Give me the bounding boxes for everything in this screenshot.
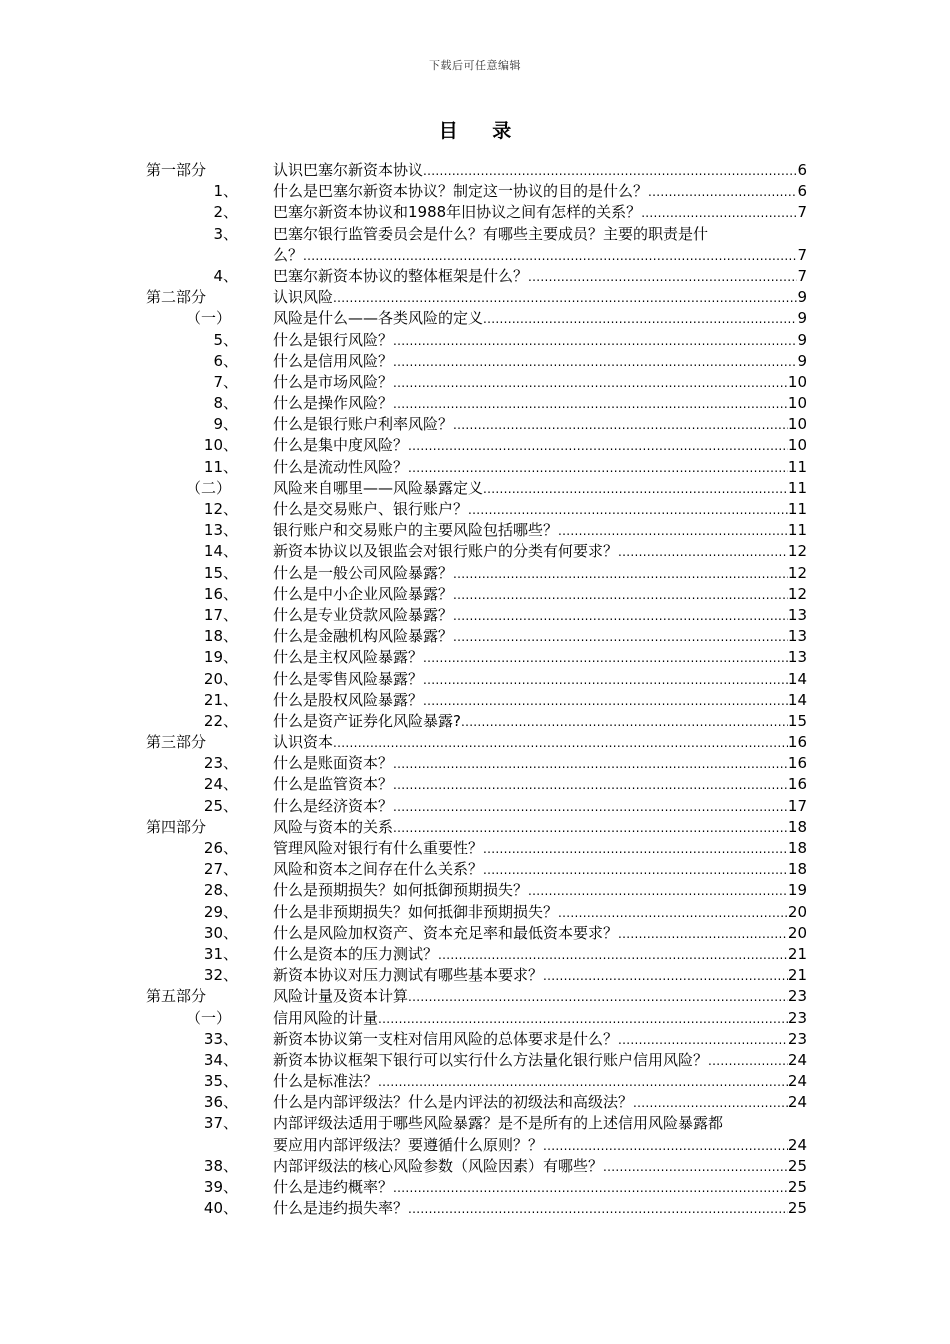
toc-entry-text bbox=[273, 1177, 807, 1198]
toc-page-number: 9 bbox=[797, 288, 807, 307]
toc-dot-leader bbox=[393, 797, 788, 817]
toc-page-number: 13 bbox=[787, 627, 807, 646]
toc-entry[interactable] bbox=[0, 372, 950, 393]
toc-page-number: 25 bbox=[787, 1156, 807, 1175]
toc-entry[interactable] bbox=[0, 1092, 950, 1113]
toc-item-number: 30、 bbox=[203, 923, 238, 942]
toc-entry-text bbox=[273, 965, 807, 986]
toc-page-number: 11 bbox=[787, 457, 807, 476]
toc-entry-title: 什么是专业贷款风险暴露？ bbox=[273, 605, 454, 624]
toc-page-number: 7 bbox=[797, 266, 807, 285]
toc-entry[interactable] bbox=[0, 711, 950, 732]
toc-entry[interactable] bbox=[0, 520, 950, 541]
toc-title: 目 录 bbox=[438, 120, 526, 142]
toc-entry-text bbox=[273, 1092, 807, 1113]
toc-entry-title: 什么是银行账户利率风险？ bbox=[273, 415, 454, 434]
toc-entry[interactable] bbox=[0, 732, 950, 753]
toc-entry-text bbox=[273, 181, 807, 202]
toc-dot-leader bbox=[461, 712, 788, 732]
toc-page-number: 12 bbox=[787, 584, 807, 603]
toc-entry-text bbox=[273, 1029, 807, 1050]
toc-entry-title: 什么是操作风险？ bbox=[273, 394, 394, 413]
toc-page-number: 20 bbox=[787, 902, 807, 921]
toc-item-number: 5、 bbox=[213, 330, 238, 349]
toc-entry-title: 风险和资本之间存在什么关系？ bbox=[273, 860, 484, 879]
toc-entry-title: 新资本协议框架下银行可以实行什么方法量化银行账户信用风险？ bbox=[273, 1050, 709, 1069]
toc-dot-leader bbox=[618, 924, 788, 944]
toc-dot-leader bbox=[408, 458, 788, 478]
toc-dot-leader bbox=[378, 1072, 788, 1092]
toc-entry-title: 认识资本 bbox=[273, 733, 334, 752]
toc-entry-text bbox=[273, 1113, 807, 1155]
toc-entry[interactable] bbox=[0, 351, 950, 372]
toc-entry[interactable] bbox=[0, 1177, 950, 1198]
toc-entry-title: 信用风险的计量 bbox=[273, 1008, 379, 1027]
toc-part-label: 第二部分 bbox=[146, 288, 207, 307]
toc-dot-leader bbox=[528, 267, 797, 287]
toc-dot-leader bbox=[393, 1178, 788, 1198]
toc-entry-text bbox=[273, 1071, 807, 1092]
toc-entry[interactable] bbox=[0, 838, 950, 859]
toc-entry-title: 新资本协议第一支柱对信用风险的总体要求是什么？ bbox=[273, 1029, 619, 1048]
toc-dot-leader bbox=[393, 394, 788, 414]
toc-entry-title: 什么是股权风险暴露？ bbox=[273, 690, 424, 709]
toc-item-number: 4、 bbox=[213, 266, 238, 285]
toc-dot-leader bbox=[393, 775, 788, 795]
toc-item-number: 26、 bbox=[203, 839, 238, 858]
toc-dot-leader bbox=[393, 373, 788, 393]
toc-section-label: （一） bbox=[186, 309, 232, 328]
toc-entry[interactable] bbox=[0, 753, 950, 774]
toc-dot-leader bbox=[558, 521, 788, 541]
toc-entry-title: 什么是零售风险暴露？ bbox=[273, 669, 424, 688]
toc-entry-text bbox=[273, 266, 807, 287]
toc-page-number: 23 bbox=[787, 1029, 807, 1048]
toc-page-number: 13 bbox=[787, 605, 807, 624]
toc-page-number: 24 bbox=[787, 1135, 807, 1154]
toc-page-number: 23 bbox=[787, 987, 807, 1006]
toc-entry-title: 什么是非预期损失？如何抵御非预期损失？ bbox=[273, 902, 559, 921]
toc-entry[interactable] bbox=[0, 287, 950, 308]
toc-entry-text bbox=[273, 944, 807, 965]
toc-entry-text bbox=[273, 330, 807, 351]
toc-page-number: 7 bbox=[797, 245, 807, 264]
toc-entry-title: 巴塞尔新资本协议和1988年旧协议之间有怎样的关系？ bbox=[273, 203, 642, 222]
toc-dot-leader bbox=[333, 733, 788, 753]
toc-entry-title: 新资本协议对压力测试有哪些基本要求？ bbox=[273, 966, 544, 985]
toc-item-number: 28、 bbox=[203, 881, 238, 900]
toc-entry-text bbox=[273, 902, 807, 923]
toc-entry[interactable] bbox=[0, 181, 950, 202]
toc-entry[interactable] bbox=[0, 690, 950, 711]
toc-entry-text bbox=[273, 1008, 807, 1029]
toc-entry-title: 风险计量及资本计算 bbox=[273, 987, 409, 1006]
toc-dot-leader bbox=[483, 860, 788, 880]
toc-part-label: 第五部分 bbox=[146, 987, 207, 1006]
toc-dot-leader bbox=[528, 881, 788, 901]
toc-entry[interactable] bbox=[0, 859, 950, 880]
toc-entry-text bbox=[273, 669, 807, 690]
toc-dot-leader bbox=[648, 182, 797, 202]
toc-entry-title: 什么是资本的压力测试？ bbox=[273, 944, 439, 963]
toc-entry-text bbox=[273, 711, 807, 732]
toc-entry-title: 什么是预期损失？如何抵御预期损失？ bbox=[273, 881, 529, 900]
toc-item-number: 21、 bbox=[203, 690, 238, 709]
toc-entry-text bbox=[273, 202, 807, 223]
toc-entry[interactable] bbox=[0, 1156, 950, 1177]
toc-entry[interactable] bbox=[0, 902, 950, 923]
toc-entry-title: 什么是风险加权资产、资本充足率和最低资本要求？ bbox=[273, 923, 619, 942]
toc-page-number: 9 bbox=[797, 330, 807, 349]
toc-entry-title: 什么是市场风险？ bbox=[273, 372, 394, 391]
toc-list bbox=[0, 160, 950, 1219]
toc-entry[interactable] bbox=[0, 986, 950, 1007]
toc-entry-title: 认识巴塞尔新资本协议 bbox=[273, 161, 424, 179]
toc-dot-leader bbox=[393, 754, 788, 774]
toc-dot-leader bbox=[603, 1157, 788, 1177]
toc-dot-leader bbox=[708, 1051, 788, 1071]
toc-entry-title: 风险来自哪里——风险暴露定义 bbox=[273, 478, 484, 497]
toc-entry[interactable] bbox=[0, 266, 950, 287]
toc-entry-text bbox=[273, 393, 807, 414]
toc-item-number: 34、 bbox=[203, 1050, 238, 1069]
toc-item-number: 24、 bbox=[203, 775, 238, 794]
toc-entry-title-line2: 么？ bbox=[273, 245, 304, 264]
toc-dot-leader bbox=[483, 839, 788, 859]
toc-page-number: 14 bbox=[787, 690, 807, 709]
toc-entry-title: 银行账户和交易账户的主要风险包括哪些？ bbox=[273, 521, 559, 540]
toc-item-number: 18、 bbox=[203, 627, 238, 646]
toc-entry-text bbox=[273, 1050, 807, 1071]
toc-page-number: 24 bbox=[787, 1072, 807, 1091]
toc-dot-leader bbox=[483, 309, 797, 329]
toc-part-label: 第三部分 bbox=[146, 733, 207, 752]
toc-entry-title: 风险是什么——各类风险的定义 bbox=[273, 309, 484, 328]
toc-item-number: 19、 bbox=[203, 648, 238, 667]
toc-entry-title: 什么是巴塞尔新资本协议？制定这一协议的目的是什么？ bbox=[273, 182, 649, 201]
toc-entry[interactable] bbox=[0, 880, 950, 901]
toc-entry[interactable] bbox=[0, 202, 950, 223]
toc-entry[interactable] bbox=[0, 541, 950, 562]
toc-entry-text bbox=[273, 499, 807, 520]
toc-page-number: 24 bbox=[787, 1093, 807, 1112]
toc-entry-title: 巴塞尔新资本协议的整体框架是什么？ bbox=[273, 266, 529, 285]
toc-dot-leader bbox=[641, 203, 797, 223]
toc-entry-text bbox=[273, 817, 807, 838]
toc-entry-text bbox=[273, 626, 807, 647]
toc-entry[interactable] bbox=[0, 626, 950, 647]
toc-entry-title: 什么是主权风险暴露？ bbox=[273, 648, 424, 667]
toc-dot-leader bbox=[618, 542, 788, 562]
toc-part-label: 第一部分 bbox=[146, 161, 207, 179]
toc-entry[interactable] bbox=[0, 435, 950, 456]
toc-item-number: 29、 bbox=[203, 902, 238, 921]
toc-page-number: 10 bbox=[787, 372, 807, 391]
toc-entry-title: 管理风险对银行有什么重要性？ bbox=[273, 839, 484, 858]
toc-entry-title: 认识风险 bbox=[273, 288, 334, 307]
toc-entry-text bbox=[273, 457, 807, 478]
toc-item-number: 1、 bbox=[213, 182, 238, 201]
toc-item-number: 40、 bbox=[203, 1199, 238, 1218]
toc-entry[interactable] bbox=[0, 669, 950, 690]
toc-section-label: （二） bbox=[186, 478, 232, 497]
toc-entry-title: 风险与资本的关系 bbox=[273, 817, 394, 836]
toc-dot-leader bbox=[393, 818, 788, 838]
toc-entry-title: 新资本协议以及银监会对银行账户的分类有何要求？ bbox=[273, 542, 619, 561]
toc-item-number: 25、 bbox=[203, 796, 238, 815]
toc-dot-leader bbox=[483, 479, 788, 499]
toc-page-number: 16 bbox=[787, 775, 807, 794]
toc-item-number: 22、 bbox=[203, 711, 238, 730]
toc-item-number: 36、 bbox=[203, 1093, 238, 1112]
toc-entry-title: 内部评级法的核心风险参数（风险因素）有哪些？ bbox=[273, 1156, 604, 1175]
toc-entry-text bbox=[273, 838, 807, 859]
toc-dot-leader bbox=[453, 606, 788, 626]
toc-page-number: 6 bbox=[797, 182, 807, 201]
toc-entry-title: 什么是金融机构风险暴露？ bbox=[273, 627, 454, 646]
toc-entry-text bbox=[273, 1198, 807, 1219]
toc-entry-text bbox=[273, 435, 807, 456]
toc-page-number: 20 bbox=[787, 923, 807, 942]
toc-item-number: 14、 bbox=[203, 542, 238, 561]
toc-item-number: 3、 bbox=[213, 224, 238, 243]
toc-entry-text bbox=[273, 986, 807, 1007]
toc-entry-title: 什么是违约概率？ bbox=[273, 1178, 394, 1197]
toc-entry-text bbox=[273, 1156, 807, 1177]
toc-entry[interactable] bbox=[0, 817, 950, 838]
toc-page-number: 16 bbox=[787, 733, 807, 752]
toc-page-number: 10 bbox=[787, 415, 807, 434]
toc-dot-leader bbox=[393, 352, 797, 372]
toc-item-number: 10、 bbox=[203, 436, 238, 455]
toc-entry-title: 什么是银行风险？ bbox=[273, 330, 394, 349]
toc-entry[interactable] bbox=[0, 1050, 950, 1071]
toc-entry[interactable] bbox=[0, 1029, 950, 1050]
toc-item-number: 32、 bbox=[203, 966, 238, 985]
toc-entry[interactable] bbox=[0, 330, 950, 351]
toc-item-number: 6、 bbox=[213, 351, 238, 370]
toc-entry-title: 什么是集中度风险？ bbox=[273, 436, 409, 455]
toc-page-number: 18 bbox=[787, 860, 807, 879]
toc-page-number: 18 bbox=[787, 839, 807, 858]
toc-entry-text bbox=[273, 541, 807, 562]
toc-entry[interactable] bbox=[0, 1113, 950, 1155]
toc-entry[interactable] bbox=[0, 605, 950, 626]
toc-entry-text bbox=[273, 520, 807, 541]
toc-item-number: 17、 bbox=[203, 605, 238, 624]
toc-entry[interactable] bbox=[0, 1071, 950, 1092]
toc-entry-text bbox=[273, 351, 807, 372]
toc-entry-text bbox=[273, 880, 807, 901]
toc-item-number: 7、 bbox=[213, 372, 238, 391]
toc-item-number: 31、 bbox=[203, 944, 238, 963]
toc-page-number: 25 bbox=[787, 1199, 807, 1218]
toc-dot-leader bbox=[453, 627, 788, 647]
toc-page-number: 16 bbox=[787, 754, 807, 773]
toc-page-number: 12 bbox=[787, 542, 807, 561]
toc-entry[interactable] bbox=[0, 457, 950, 478]
toc-entry-title-line1: 巴塞尔银行监管委员会是什么？有哪些主要成员？主要的职责是什 bbox=[273, 224, 709, 243]
toc-entry[interactable] bbox=[0, 414, 950, 435]
toc-entry-text bbox=[273, 690, 807, 711]
toc-page-number: 15 bbox=[787, 711, 807, 730]
toc-entry-title: 什么是内部评级法？什么是内评法的初级法和高级法？ bbox=[273, 1093, 634, 1112]
toc-entry[interactable] bbox=[0, 1008, 950, 1029]
toc-page-number: 18 bbox=[787, 817, 807, 836]
toc-entry-text bbox=[273, 647, 807, 668]
toc-entry-text bbox=[273, 372, 807, 393]
toc-item-number: 9、 bbox=[213, 415, 238, 434]
toc-entry[interactable] bbox=[0, 224, 950, 266]
toc-item-number: 38、 bbox=[203, 1156, 238, 1175]
toc-page-number: 17 bbox=[787, 796, 807, 815]
toc-page-number: 11 bbox=[787, 478, 807, 497]
toc-entry-text bbox=[273, 287, 807, 308]
toc-dot-leader bbox=[408, 1199, 788, 1219]
toc-dot-leader bbox=[393, 331, 797, 351]
toc-entry-title-line1: 内部评级法适用于哪些风险暴露？是不是所有的上述信用风险暴露都 bbox=[273, 1114, 724, 1133]
toc-item-number: 16、 bbox=[203, 584, 238, 603]
toc-item-number: 8、 bbox=[213, 394, 238, 413]
toc-dot-leader bbox=[633, 1093, 788, 1113]
toc-entry[interactable] bbox=[0, 393, 950, 414]
toc-entry[interactable] bbox=[0, 923, 950, 944]
toc-dot-leader bbox=[558, 903, 788, 923]
toc-entry-text bbox=[273, 923, 807, 944]
toc-page-number: 7 bbox=[797, 203, 807, 222]
toc-dot-leader bbox=[423, 670, 788, 690]
toc-dot-leader bbox=[333, 288, 797, 308]
toc-entry[interactable] bbox=[0, 160, 950, 181]
toc-page-number: 21 bbox=[787, 944, 807, 963]
toc-dot-leader bbox=[453, 415, 788, 435]
toc-entry-text bbox=[273, 732, 807, 753]
toc-entry[interactable] bbox=[0, 563, 950, 584]
toc-dot-leader bbox=[423, 691, 788, 711]
toc-dot-leader bbox=[378, 1009, 788, 1029]
toc-entry-title: 什么是经济资本？ bbox=[273, 796, 394, 815]
toc-dot-leader bbox=[468, 500, 788, 520]
toc-page-number: 19 bbox=[787, 881, 807, 900]
toc-entry-title: 什么是交易账户、银行账户？ bbox=[273, 500, 469, 519]
toc-page-number: 12 bbox=[787, 563, 807, 582]
toc-item-number: 35、 bbox=[203, 1072, 238, 1091]
toc-dot-leader bbox=[423, 648, 788, 668]
toc-item-number: 2、 bbox=[213, 203, 238, 222]
toc-page-number: 21 bbox=[787, 966, 807, 985]
toc-dot-leader bbox=[543, 966, 788, 986]
toc-part-label: 第四部分 bbox=[146, 817, 207, 836]
toc-dot-leader bbox=[408, 987, 788, 1007]
toc-item-number: 15、 bbox=[203, 563, 238, 582]
toc-entry-text bbox=[273, 796, 807, 817]
toc-page-number: 11 bbox=[787, 521, 807, 540]
toc-entry-text bbox=[273, 160, 807, 181]
toc-entry-text bbox=[273, 605, 807, 626]
toc-entry-title: 什么是信用风险？ bbox=[273, 351, 394, 370]
toc-dot-leader bbox=[438, 945, 788, 965]
toc-entry-title: 什么是违约损失率？ bbox=[273, 1199, 409, 1218]
toc-entry[interactable] bbox=[0, 944, 950, 965]
toc-dot-leader bbox=[423, 161, 797, 181]
toc-page-number: 10 bbox=[787, 436, 807, 455]
toc-entry-title: 什么是标准法？ bbox=[273, 1072, 379, 1091]
toc-page-number: 14 bbox=[787, 669, 807, 688]
toc-entry[interactable] bbox=[0, 584, 950, 605]
toc-entry-title: 什么是监管资本？ bbox=[273, 775, 394, 794]
toc-page-number: 10 bbox=[787, 394, 807, 413]
toc-item-number: 27、 bbox=[203, 860, 238, 879]
toc-page-number: 23 bbox=[787, 1008, 807, 1027]
toc-item-number: 39、 bbox=[203, 1178, 238, 1197]
toc-entry-text bbox=[273, 224, 807, 266]
toc-entry[interactable] bbox=[0, 499, 950, 520]
toc-entry-title: 什么是一般公司风险暴露？ bbox=[273, 563, 454, 582]
toc-page-number: 25 bbox=[787, 1178, 807, 1197]
toc-entry-text bbox=[273, 584, 807, 605]
toc-item-number: 33、 bbox=[203, 1029, 238, 1048]
toc-entry-title: 什么是资产证券化风险暴露? bbox=[273, 711, 461, 730]
toc-page-number: 6 bbox=[797, 161, 807, 179]
toc-item-number: 37、 bbox=[203, 1114, 238, 1133]
toc-dot-leader bbox=[543, 1136, 788, 1156]
toc-page-number: 24 bbox=[787, 1050, 807, 1069]
toc-page-number: 9 bbox=[797, 309, 807, 328]
toc-item-number: 12、 bbox=[203, 500, 238, 519]
toc-page-number: 11 bbox=[787, 500, 807, 519]
toc-dot-leader bbox=[408, 436, 788, 456]
toc-section-label: （一） bbox=[186, 1008, 232, 1027]
toc-entry[interactable] bbox=[0, 647, 950, 668]
toc-entry[interactable] bbox=[0, 774, 950, 795]
toc-item-number: 23、 bbox=[203, 754, 238, 773]
toc-entry-title: 什么是账面资本？ bbox=[273, 754, 394, 773]
toc-entry-title: 什么是中小企业风险暴露？ bbox=[273, 584, 454, 603]
header-note: 下载后可任意编辑 bbox=[429, 59, 521, 72]
toc-entry-title-line2: 要应用内部评级法？要遵循什么原则？？ bbox=[273, 1135, 544, 1154]
toc-page-number: 9 bbox=[797, 351, 807, 370]
toc-item-number: 13、 bbox=[203, 521, 238, 540]
toc-page-number: 13 bbox=[787, 648, 807, 667]
toc-entry[interactable] bbox=[0, 308, 950, 329]
toc-entry-text bbox=[273, 478, 807, 499]
toc-entry-text bbox=[273, 308, 807, 329]
toc-entry-text bbox=[273, 753, 807, 774]
toc-item-number: 20、 bbox=[203, 669, 238, 688]
toc-entry[interactable] bbox=[0, 965, 950, 986]
toc-dot-leader bbox=[453, 564, 788, 584]
toc-item-number: 11、 bbox=[203, 457, 238, 476]
toc-dot-leader bbox=[453, 585, 788, 605]
toc-entry-text bbox=[273, 563, 807, 584]
toc-entry[interactable] bbox=[0, 478, 950, 499]
toc-dot-leader bbox=[303, 246, 797, 266]
toc-entry-text bbox=[273, 414, 807, 435]
toc-entry-text bbox=[273, 859, 807, 880]
toc-entry[interactable] bbox=[0, 1198, 950, 1219]
toc-dot-leader bbox=[618, 1030, 788, 1050]
toc-entry-title: 什么是流动性风险？ bbox=[273, 457, 409, 476]
toc-entry-text bbox=[273, 774, 807, 795]
toc-entry[interactable] bbox=[0, 796, 950, 817]
